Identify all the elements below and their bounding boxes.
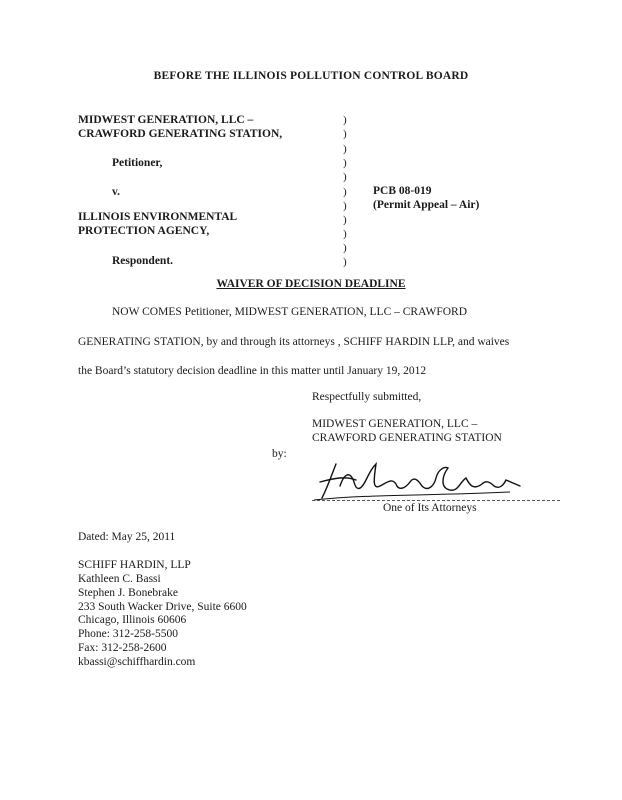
caption-paren: ) bbox=[343, 214, 347, 226]
counsel-name-2: Stephen J. Bonebrake bbox=[78, 587, 178, 599]
caption-paren: ) bbox=[343, 256, 347, 268]
signer-caption: One of Its Attorneys bbox=[383, 502, 477, 514]
handwritten-signature-icon bbox=[310, 456, 530, 506]
caption-paren: ) bbox=[343, 157, 347, 169]
respondent-role: Respondent. bbox=[112, 255, 174, 267]
caption-paren: ) bbox=[343, 114, 347, 126]
caption-paren: ) bbox=[343, 128, 347, 140]
case-type: (Permit Appeal – Air) bbox=[373, 199, 480, 211]
body-line-1: NOW COMES Petitioner, MIDWEST GENERATION, LLC – CRAWFORD bbox=[112, 306, 468, 318]
closing: Respectfully submitted, bbox=[312, 391, 422, 403]
signing-party-line1: MIDWEST GENERATION, LLC – bbox=[312, 418, 478, 430]
body-line-2: GENERATING STATION, by and through its attorneys , SCHIFF HARDIN LLP, and waives bbox=[78, 336, 510, 348]
petitioner-name-line1: MIDWEST GENERATION, LLC – bbox=[78, 114, 254, 126]
respondent-name-line2: PROTECTION AGENCY, bbox=[78, 225, 210, 237]
counsel-address-2: Chicago, Illinois 60606 bbox=[78, 614, 187, 626]
caption-paren: ) bbox=[343, 242, 347, 254]
section-heading: WAIVER OF DECISION DEADLINE bbox=[216, 278, 406, 290]
caption-paren: ) bbox=[343, 186, 347, 198]
counsel-phone: Phone: 312-258-5500 bbox=[78, 628, 178, 640]
petitioner-name-line2: CRAWFORD GENERATING STATION, bbox=[78, 128, 283, 140]
counsel-firm: SCHIFF HARDIN, LLP bbox=[78, 559, 191, 571]
counsel-email[interactable]: kbassi@schiffhardin.com bbox=[78, 656, 196, 668]
versus-label: v. bbox=[112, 186, 120, 198]
by-label: by: bbox=[272, 448, 287, 460]
caption-paren: ) bbox=[343, 228, 347, 240]
body-line-3: the Board’s statutory decision deadline in this matter until January 19, 2012 bbox=[78, 365, 427, 377]
caption-paren: ) bbox=[343, 171, 347, 183]
counsel-address-1: 233 South Wacker Drive, Suite 6600 bbox=[78, 601, 247, 613]
document-title: BEFORE THE ILLINOIS POLLUTION CONTROL BOARD bbox=[153, 70, 469, 82]
date-line: Dated: May 25, 2011 bbox=[78, 531, 176, 543]
counsel-fax: Fax: 312-258-2600 bbox=[78, 642, 167, 654]
caption-paren: ) bbox=[343, 143, 347, 155]
signing-party-line2: CRAWFORD GENERATING STATION bbox=[312, 432, 502, 444]
caption-paren: ) bbox=[343, 200, 347, 212]
petitioner-role: Petitioner, bbox=[112, 157, 163, 169]
respondent-name-line1: ILLINOIS ENVIRONMENTAL bbox=[78, 211, 238, 223]
signature-line bbox=[312, 500, 560, 501]
case-number: PCB 08-019 bbox=[373, 185, 432, 197]
counsel-name-1: Kathleen C. Bassi bbox=[78, 573, 161, 585]
